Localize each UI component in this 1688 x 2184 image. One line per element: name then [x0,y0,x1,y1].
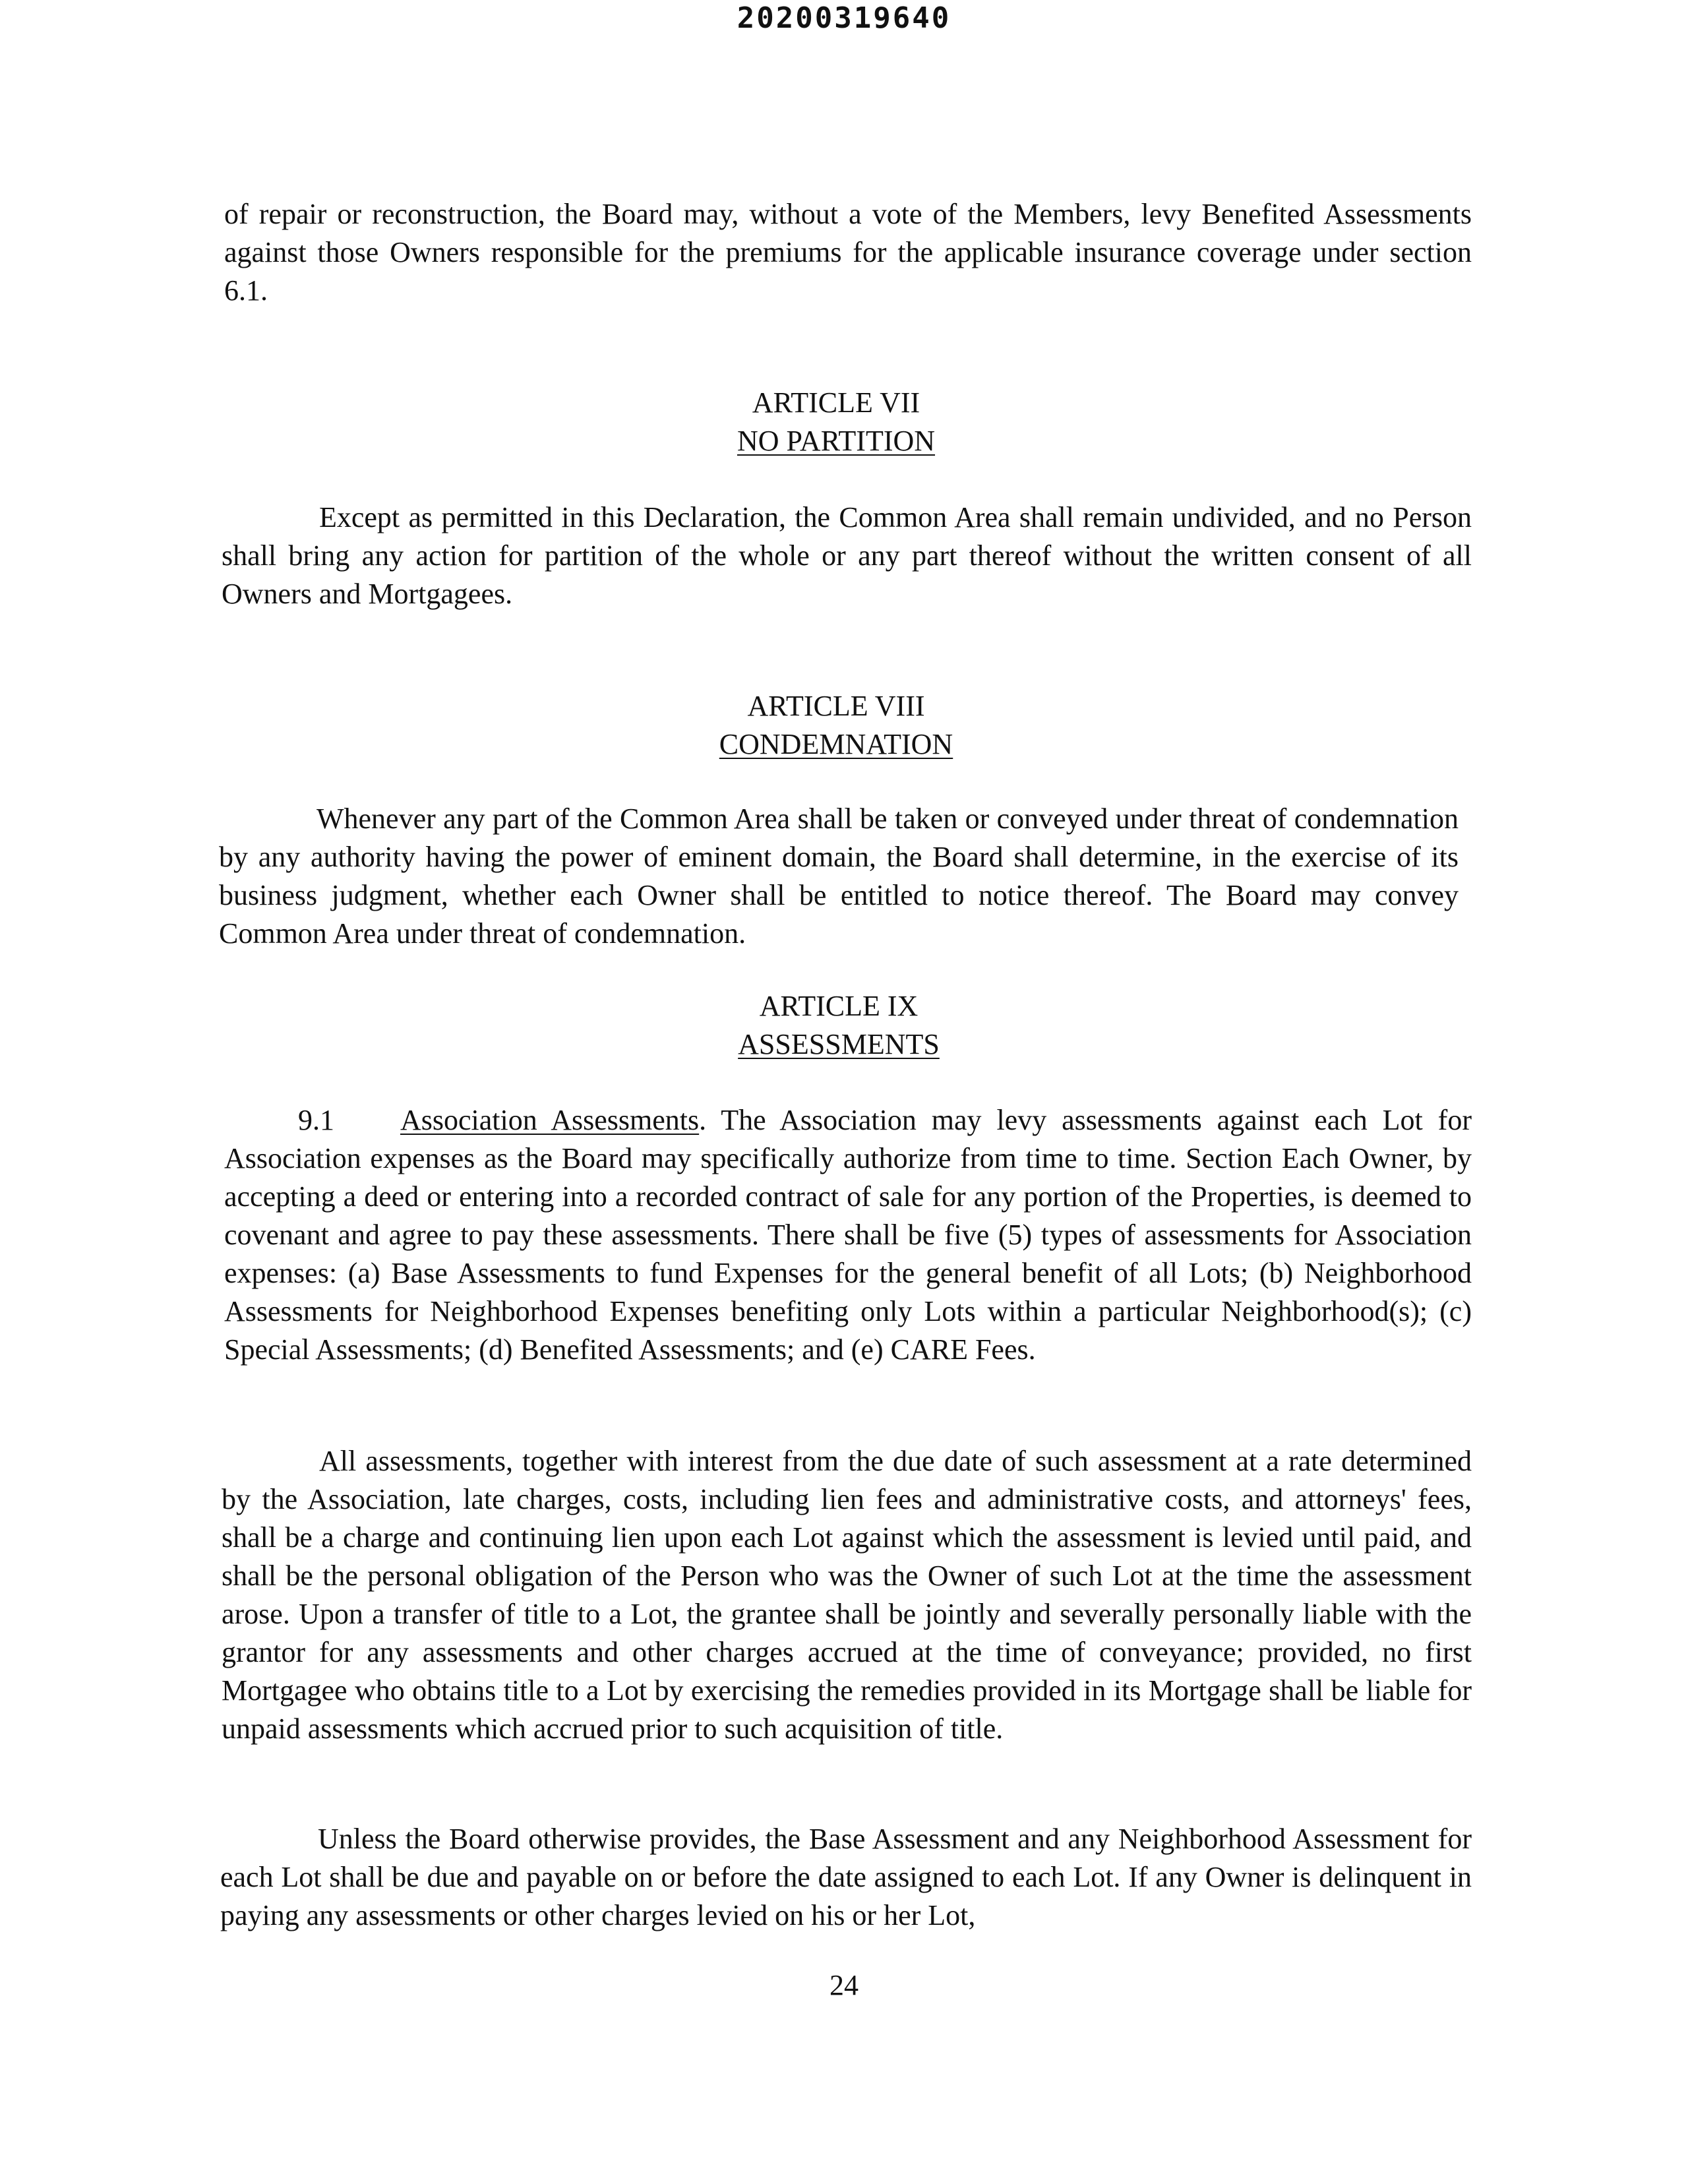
article-viii-label: ARTICLE VIII [747,690,925,722]
article-viii-title: CONDEMNATION [719,728,953,760]
paragraph-9-1 [224,1101,1472,1369]
document-number: 20200319640 [737,1,951,35]
paragraph-all-assessments: All assessments, together with interest from the due date of such assessment at a rate determined by the Association, late charges, costs, including lien fees and administrative costs, and attorneys' fees, shall be a charge and continuing lien upon each Lot against which the assessment is levied until paid, and shall be the personal obligation of the Person who was the Owner of such Lot at the time the assessment arose. Upon a transfer of title to a Lot, the grantee shall be jointly and severally personally liable with the grantor for any assessments and other charges accrued at the time of conveyance; provided, no first Mortgagee who obtains title to a Lot by exercising the remedies provided in its Mortgage shall be liable for unpaid assessments which accrued prior to such acquisition of title. [222,1445,1472,1745]
paragraph-no-partition: Except as permitted in this Declaration, the Common Area shall remain undivided, and no Person shall bring any action for partition of the whole or any part thereof without the written consent of all Owners and Mortgagees. [222,501,1472,610]
article-vii-label: ARTICLE VII [752,386,920,419]
paragraph-continuation: of repair or reconstruction, the Board may, without a vote of the Members, levy Benefited Assessments against those Owners responsible for the premiums for the applicable insurance coverage under section 6.1. [224,198,1472,307]
section-number: 9.1 [298,1104,334,1136]
article-viii-heading [0,687,1680,764]
paragraph-condemnation: Whenever any part of the Common Area shall be taken or conveyed under threat of condemnation by any authority having the power of eminent domain, the Board shall determine, in the exercise of its business judgment, whether each Owner shall be entitled to notice thereof. The Board may convey Common Area under threat of condemnation. [219,803,1459,950]
page-number: 24 [829,1969,859,2001]
section-9-1-body: . The Association may levy assessments against each Lot for Association expenses as the Board may specifically authorize from time to time. Section Each Owner, by accepting a deed or entering into a recorded contract of sale for any portion of the Properties, is deemed to covenant and agree to pay these assessments. There shall be five (5) types of assessments for Association expenses: (a) Base Assessments to fund Expenses for the general benefit of all Lots; (b) Neighborhood Assessments for Neighborhood Expenses benefiting only Lots within a particular Neighborhood(s); (c) Special Assessments; (d) Benefited Assessments; and (e) CARE Fees. [224,1104,1472,1366]
article-vii-heading [0,384,1680,460]
article-ix-heading [0,987,1683,1064]
article-ix-title: ASSESSMENTS [738,1028,940,1060]
section-heading-association-assessments: Association Assessments [400,1104,700,1136]
article-ix-label: ARTICLE IX [759,990,919,1022]
paragraph-unless: Unless the Board otherwise provides, the Base Assessment and any Neighborhood Assessment for each Lot shall be due and payable on or before the date assigned to each Lot. If any Owner is delinquent in paying any assessments or other charges levied on his or her Lot, [220,1823,1472,1931]
article-vii-title: NO PARTITION [737,425,936,457]
